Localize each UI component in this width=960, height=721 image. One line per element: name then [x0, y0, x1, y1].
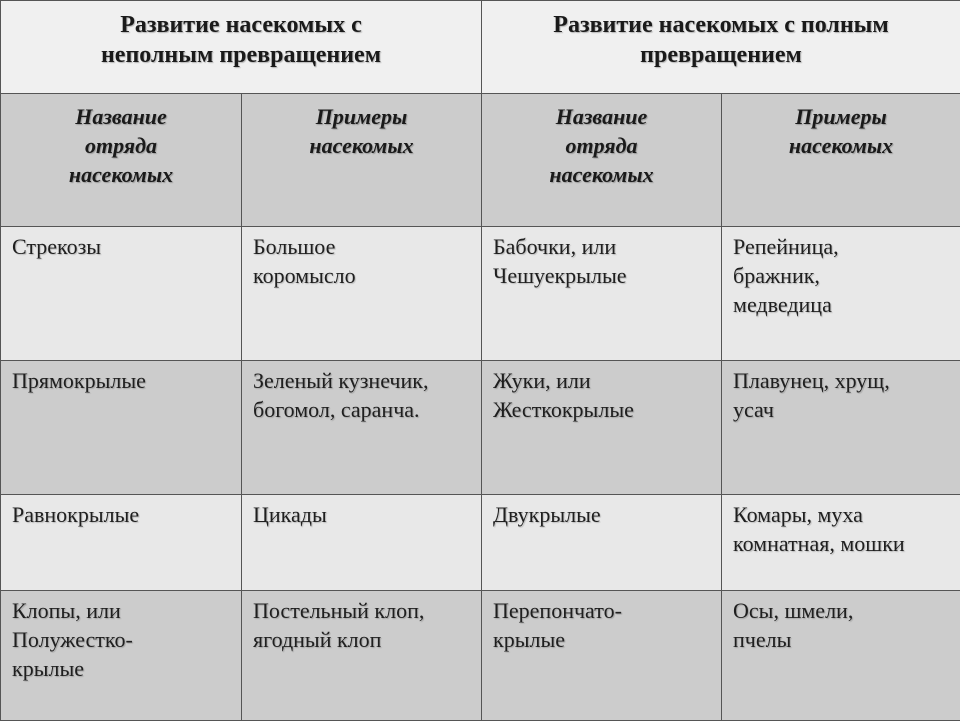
column-header [242, 94, 482, 227]
column-header [482, 94, 722, 227]
table-cell [1, 495, 242, 591]
table-cell [242, 361, 482, 495]
column-header-label: Название отряда насекомых [482, 102, 721, 189]
cell-text: Стрекозы [12, 232, 233, 261]
table-cell [242, 495, 482, 591]
cell-text: Комары, муха комнатная, мошки [733, 500, 952, 558]
column-header-label: Название отряда насекомых [1, 102, 241, 189]
table-row [1, 361, 960, 495]
column-header [1, 94, 242, 227]
cell-text: Большое коромысло [253, 232, 473, 290]
table-cell [482, 361, 722, 495]
table-row [1, 591, 960, 721]
table-cell [1, 361, 242, 495]
table-cell [482, 591, 722, 721]
cell-text: Равнокрылые [12, 500, 233, 529]
header-incomplete-metamorphosis [1, 1, 482, 94]
table-cell [1, 227, 242, 361]
cell-text: Постельный клоп, ягодный клоп [253, 596, 473, 654]
cell-text: Репейница, бражник, медведица [733, 232, 952, 319]
cell-text: Прямокрылые [12, 366, 233, 395]
table-cell [722, 227, 960, 361]
cell-text: Жуки, или Жесткокрылые [493, 366, 713, 424]
table-cell [482, 495, 722, 591]
group-header-row [1, 1, 960, 94]
column-header-label: Примеры насекомых [242, 102, 481, 160]
cell-text: Цикады [253, 500, 473, 529]
cell-text: Двукрылые [493, 500, 713, 529]
cell-text: Перепончато- крылые [493, 596, 713, 654]
table-row [1, 495, 960, 591]
table-cell [722, 591, 960, 721]
cell-text: Зеленый кузнечик, богомол, саранча. [253, 366, 473, 424]
table-cell [482, 227, 722, 361]
cell-text: Клопы, или Полужестко- крылые [12, 596, 233, 683]
header-complete-metamorphosis [482, 1, 960, 94]
table-row [1, 227, 960, 361]
table-cell [242, 227, 482, 361]
column-header-label: Примеры насекомых [722, 102, 960, 160]
cell-text: Бабочки, или Чешуекрылые [493, 232, 713, 290]
table-cell [722, 361, 960, 495]
cell-text: Осы, шмели, пчелы [733, 596, 952, 654]
table-cell [1, 591, 242, 721]
column-header-row [1, 94, 960, 227]
table-cell [242, 591, 482, 721]
table-cell [722, 495, 960, 591]
header-incomplete-text: Развитие насекомых с неполным превращением [1, 10, 481, 70]
header-complete-text: Развитие насекомых с полным превращением [482, 10, 960, 70]
column-header [722, 94, 960, 227]
cell-text: Плавунец, хрущ, усач [733, 366, 952, 424]
